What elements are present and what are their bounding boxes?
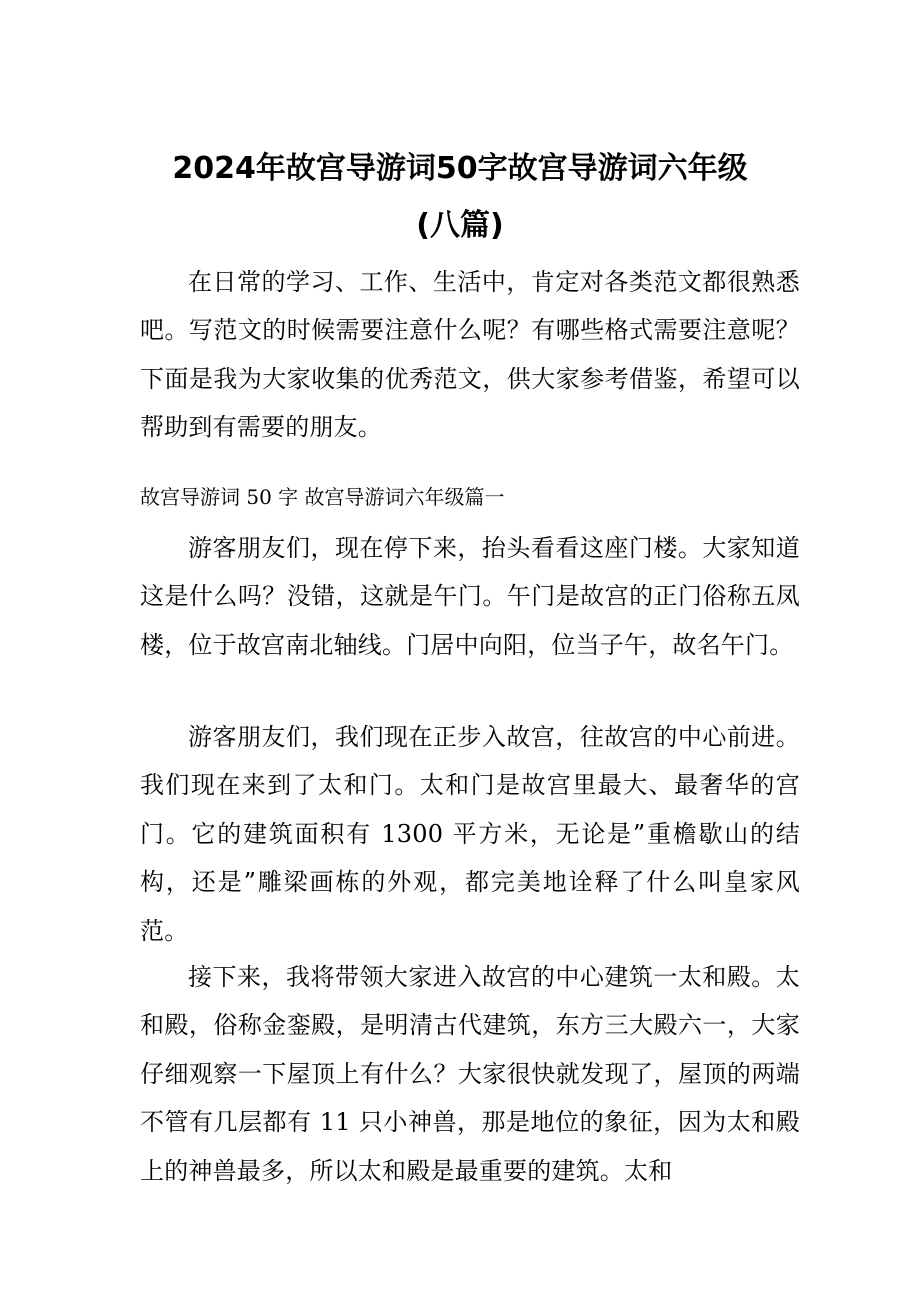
- intro-paragraph: 在日常的学习、工作、生活中，肯定对各类范文都很熟悉吧。写范文的时候需要注意什么呢？有哪些格式需要注意呢？下面是我为大家收集的优秀范文，供大家参考借鉴，希望可以帮助到有需要的朋友。: [140, 268, 800, 442]
- document-title-line-2: (八篇): [416, 208, 504, 243]
- intro-paragraph-block: [140, 258, 800, 452]
- document-title-line-1: 2024年故宫导游词50字故宫导游词六年级: [172, 151, 748, 186]
- paragraph-block-1: [140, 524, 800, 669]
- paragraph-block-2: [140, 713, 800, 955]
- paragraph-block-3: [140, 953, 800, 1195]
- body-paragraph: 接下来，我将带领大家进入故宫的中心建筑一太和殿。太和殿，俗称金銮殿，是明清古代建筑，东方三大殿六一，大家仔细观察一下屋顶上有什么？大家很快就发现了，屋顶的两端不管有几层都有 11 只小神兽，那是地位的象征，因为太和殿上的神兽最多，所以太和殿是最重要的建筑。太和: [140, 963, 800, 1185]
- body-paragraph: 游客朋友们，我们现在正步入故宫，往故宫的中心前进。我们现在来到了太和门。太和门是故宫里最大、最奢华的宫门。它的建筑面积有 1300 平方米，无论是”重檐歇山的结构，还是”雕梁画栋的外观，都完美地诠释了什么叫皇家风范。: [140, 723, 800, 945]
- section-heading: 故宫导游词 50 字 故宫导游词六年级篇一: [140, 485, 505, 509]
- body-paragraph: 游客朋友们，现在停下来，抬头看看这座门楼。大家知道这是什么吗？没错，这就是午门。午门是故宫的正门俗称五凤楼，位于故宫南北轴线。门居中向阳，位当子午，故名午门。: [140, 534, 800, 659]
